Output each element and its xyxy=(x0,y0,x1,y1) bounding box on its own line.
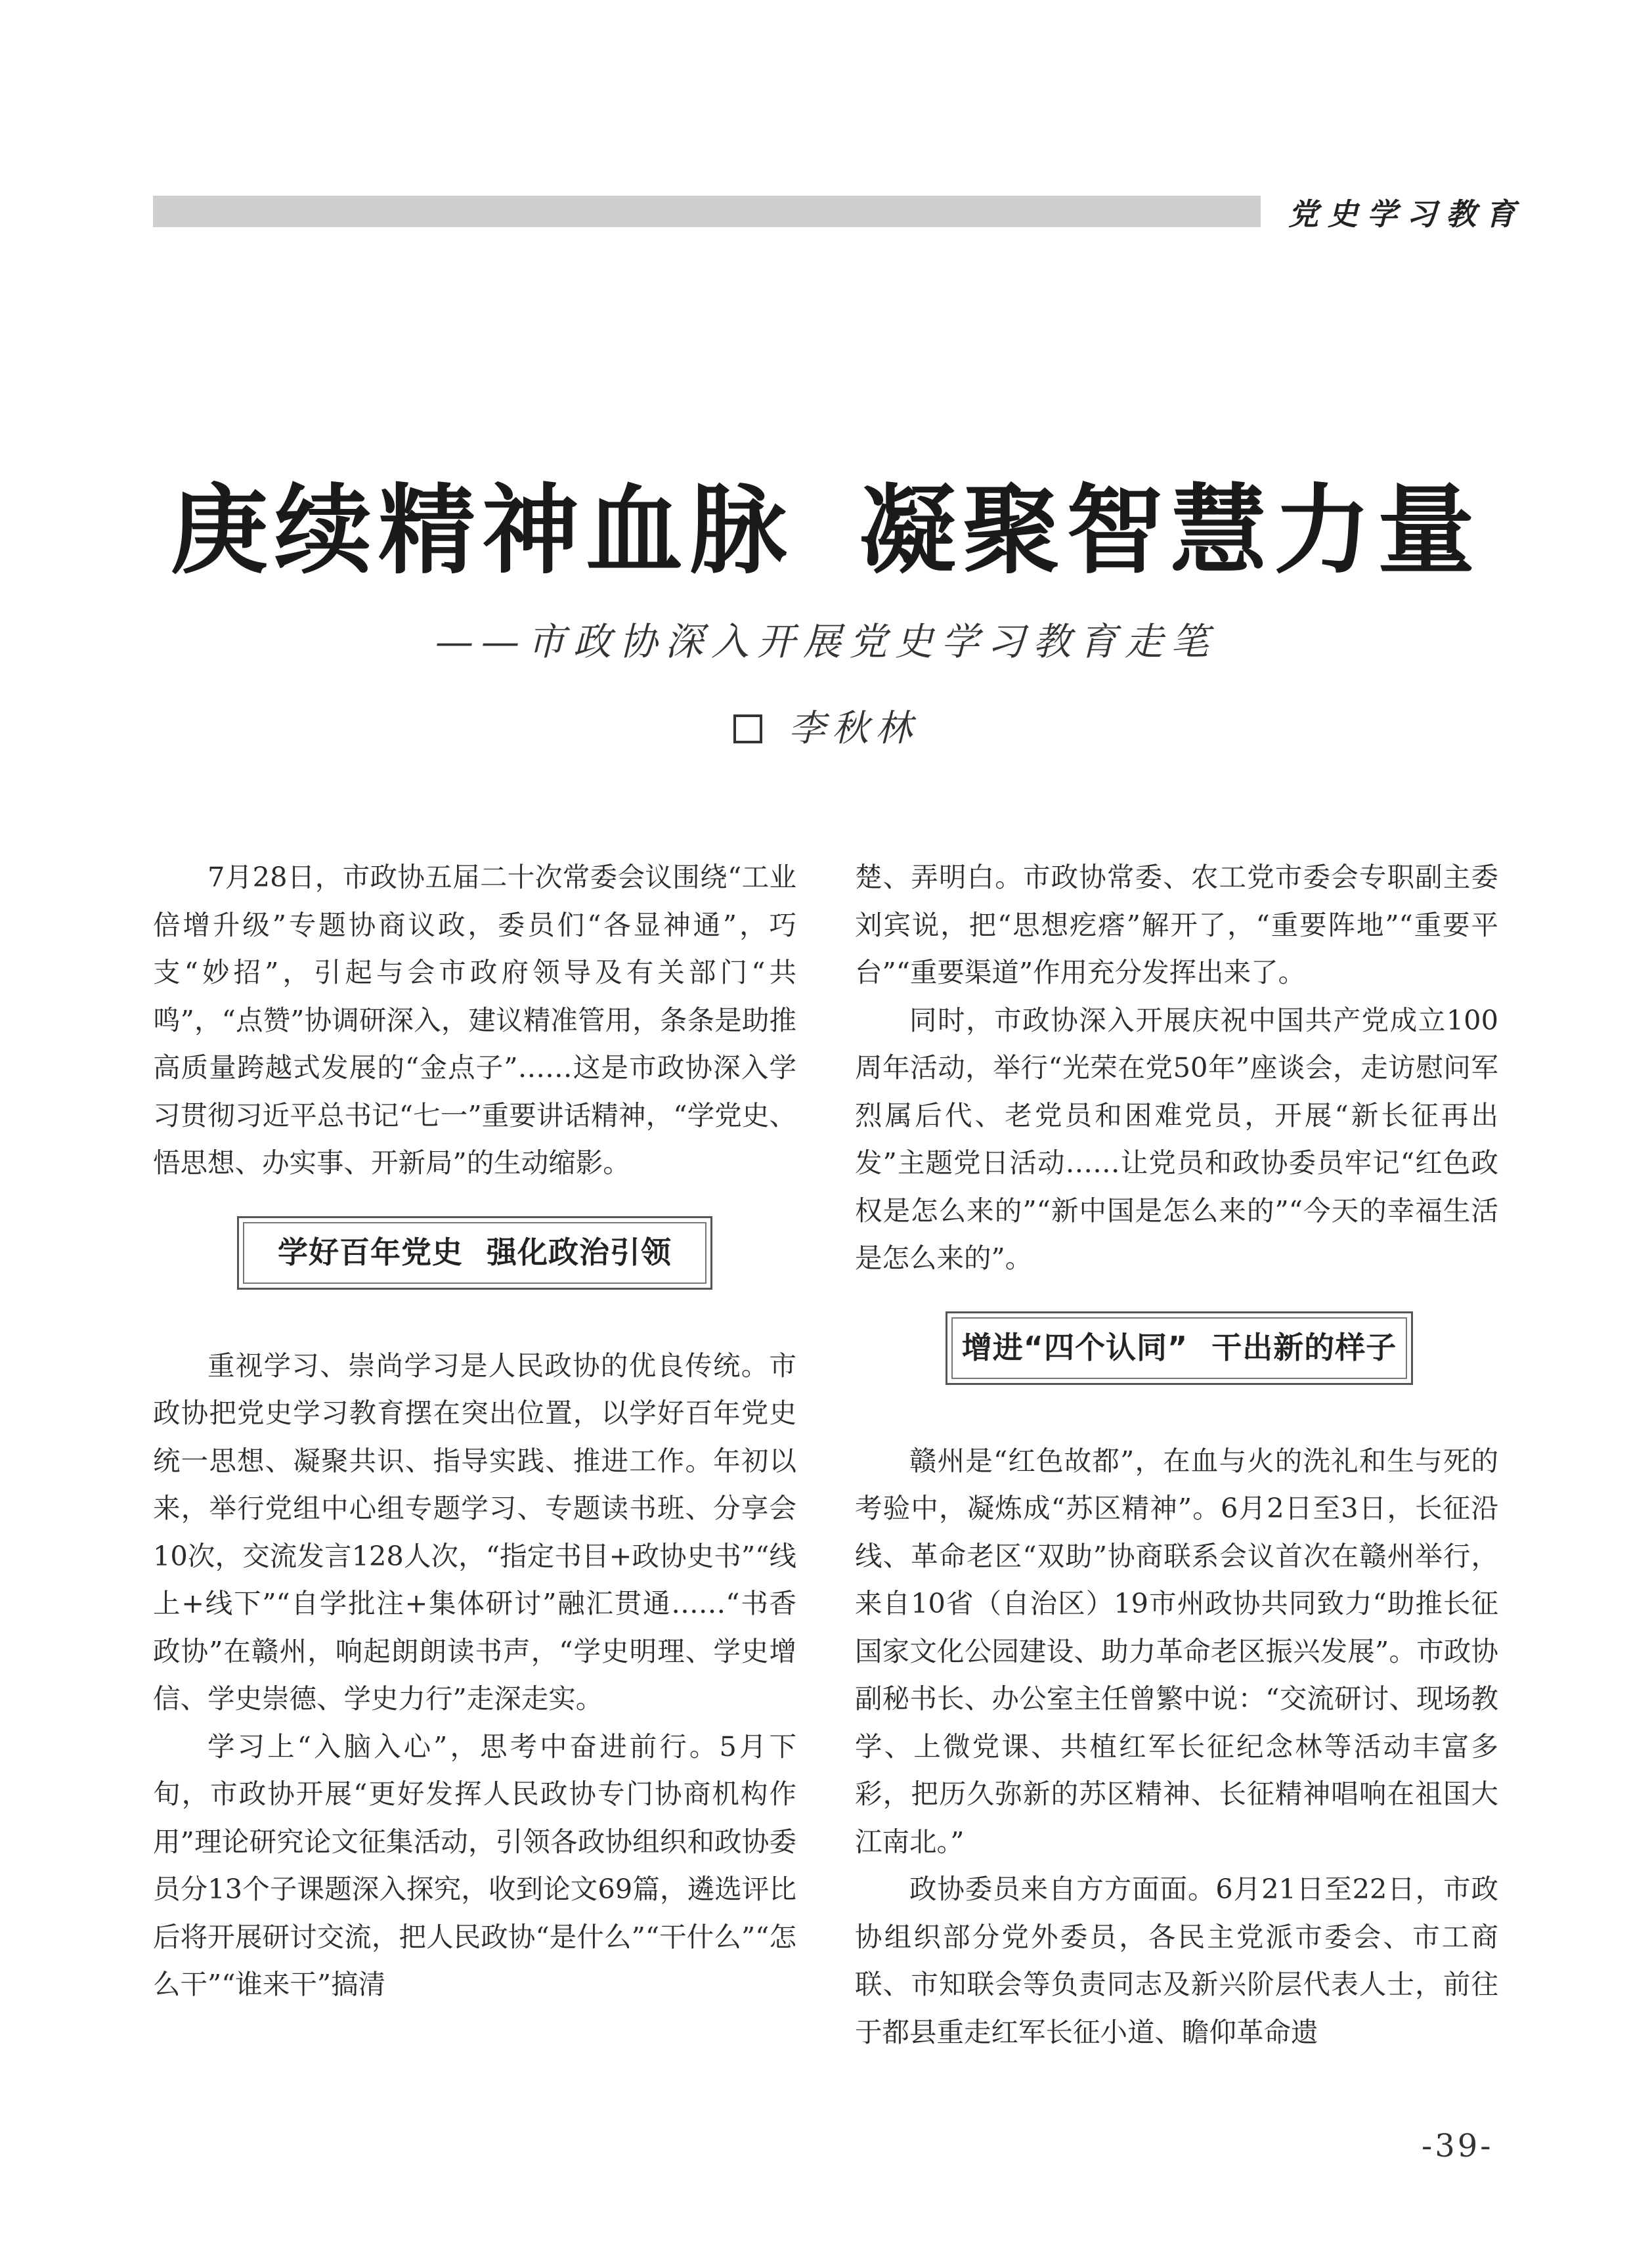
paragraph: 学习上“入脑入心”，思考中奋进前行。5月下旬，市政协开展“更好发挥人民政协专门协商机构作用”理论研究论文征集活动，引领各政协组织和政协委员分13个子课题深入探究，收到论文69篇，遴选评比后将开展研讨交流，把人民政协“是什么”“干什么”“怎么干”“谁来干”搞清 xyxy=(153,1730,796,2000)
right-column xyxy=(855,854,1498,2056)
subhead-part1: 增进“四个认同” xyxy=(961,1330,1188,1366)
subhead-text xyxy=(243,1222,706,1284)
paragraph: 政协委员来自方方面面。6月21日至22日，市政协组织部分党外委员，各民主党派市委会、市工商联、市知联会等负责同志及新兴阶层代表人士，前往于都县重走红军长征小道、瞻仰革命遗 xyxy=(855,1873,1498,2048)
subhead-text xyxy=(951,1317,1407,1379)
article-title-part2: 凝聚智慧力量 xyxy=(859,474,1481,587)
header-rule xyxy=(153,196,1261,227)
author-name: 李秋林 xyxy=(789,707,919,750)
subhead-container xyxy=(855,1311,1498,1406)
subhead-part2: 强化政治引领 xyxy=(487,1235,672,1271)
article-title xyxy=(0,465,1652,596)
subhead-container xyxy=(153,1216,796,1311)
paragraph: 重视学习、崇尚学习是人民政协的优良传统。市政协把党史学习教育摆在突出位置，以学好百年党史统一思想、凝聚共识、指导实践、推进工作。年初以来，举行党组中心组专题学习、专题读书班、分享会10次，交流发言128人次，“指定书目+政协史书”“线上+线下”“自学批注+集体研讨”融汇贯通……“书香政协”在赣州，响起朗朗读书声，“学史明理、学史增信、学史崇德、学史力行”走深走实。 xyxy=(153,1349,796,1715)
square-icon xyxy=(733,714,762,743)
paragraph: 赣州是“红色故都”，在血与火的洗礼和生与死的考验中，凝炼成“苏区精神”。6月2日至3日，长征沿线、革命老区“双助”协商联系会议首次在赣州举行，来自10省（自治区）19市州政协共同致力“助推长征国家文化公园建设、助力革命老区振兴发展”。市政协副秘书长、办公室主任曾繁中说：“交流研讨、现场教学、上微党课、共植红军长征纪念林等活动丰富多彩，把历久弥新的苏区精神、长征精神唱响在祖国大江南北。” xyxy=(855,1444,1498,1858)
section-label: 党史学习教育 xyxy=(1288,196,1525,232)
paragraph: 楚、弄明白。市政协常委、农工党市委会专职副主委刘宾说，把“思想疙瘩”解开了，“重要阵地”“重要平台”“重要渠道”作用充分发挥出来了。 xyxy=(855,861,1498,988)
byline xyxy=(0,699,1652,752)
article-subtitle: ——市政协深入开展党史学习教育走笔 xyxy=(435,619,1217,664)
subhead-part1: 学好百年党史 xyxy=(278,1235,463,1271)
article-title-part1: 庚续精神血脉 xyxy=(171,474,793,587)
page-number: -39- xyxy=(1422,2128,1494,2164)
subhead-box xyxy=(237,1216,712,1290)
paragraph: 7月28日，市政协五届二十次常委会议围绕“工业倍增升级”专题协商议政，委员们“各显神通”，巧支“妙招”，引起与会市政府领导及有关部门“共鸣”，“点赞”协调研深入，建议精准管用，条条是助推高质量跨越式发展的“金点子”……这是市政协深入学习贯彻习近平总书记“七一”重要讲话精神，“学党史、悟思想、办实事、开新局”的生动缩影。 xyxy=(153,861,796,1179)
subhead-box xyxy=(946,1311,1413,1385)
paragraph: 同时，市政协深入开展庆祝中国共产党成立100周年活动，举行“光荣在党50年”座谈会，走访慰问军烈属后代、老党员和困难党员，开展“新长征再出发”主题党日活动……让党员和政协委员牢记“红色政权是怎么来的”“新中国是怎么来的”“今天的幸福生活是怎么来的”。 xyxy=(855,1003,1498,1274)
subhead-part2: 干出新的样子 xyxy=(1211,1330,1397,1366)
left-column xyxy=(153,854,796,2009)
